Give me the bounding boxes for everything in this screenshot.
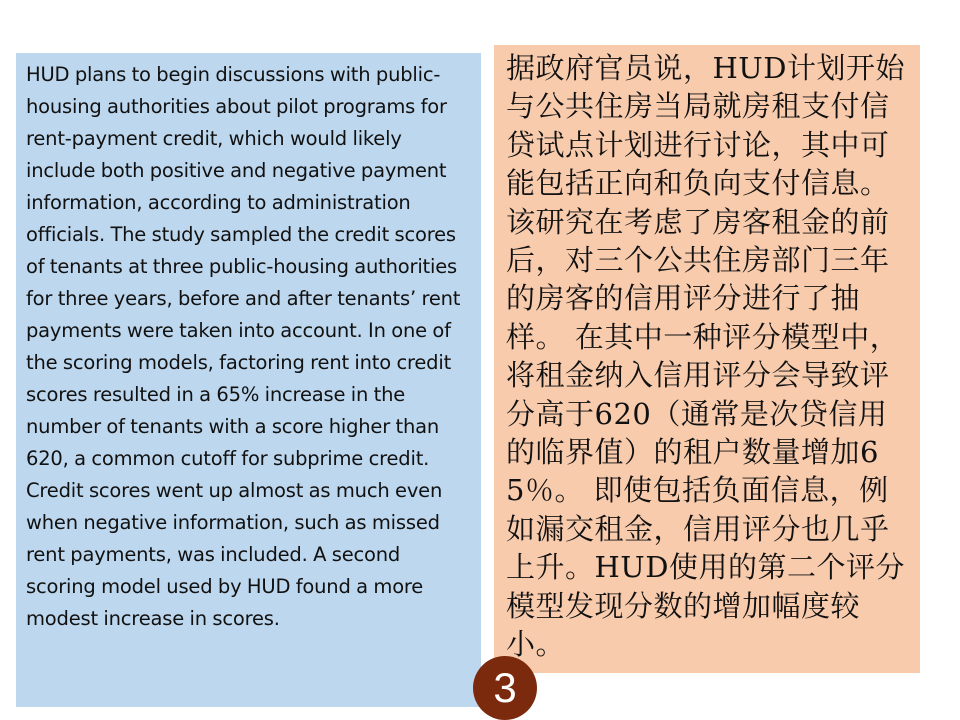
chinese-paragraph: 据政府官员说，HUD计划开始与公共住房当局就房租支付信贷试点计划进行讨论，其中可能包括正向和负向支付信息。 该研究在考虑了房客租金的前后，对三个公共住房部门三年的房客的信用评分进行了抽样。 在其中一种评分模型中，将租金纳入信用评分会导致评分高于620（通常是次贷信用的临界值）的租户数量增加65％。 即使包括负面信息，例如漏交租金，信用评分也几乎上升。HUD使用的第二个评分模型发现分数的增加幅度较小。 (506, 51, 905, 662)
english-paragraph: HUD plans to begin discussions with public-housing authorities about pilot programs for rent-payment credit, which would likely include both positive and negative payment information, according to administration officials. The study sampled the credit scores of tenants at three public-housing authorities for three years, before and after tenants’ rent payments were taken into account. In one of the scoring models, factoring rent into credit scores resulted in a 65% increase in the number of tenants with a score higher than 620, a common cutoff for subprime credit. Credit scores went up almost as much even when negative information, such as missed rent payments, was included. A second scoring model used by HUD found a more modest increase in scores. (26, 63, 461, 630)
slide-number-badge: 3 (473, 656, 537, 720)
chinese-text-panel (494, 45, 920, 673)
english-text-panel (16, 53, 481, 707)
